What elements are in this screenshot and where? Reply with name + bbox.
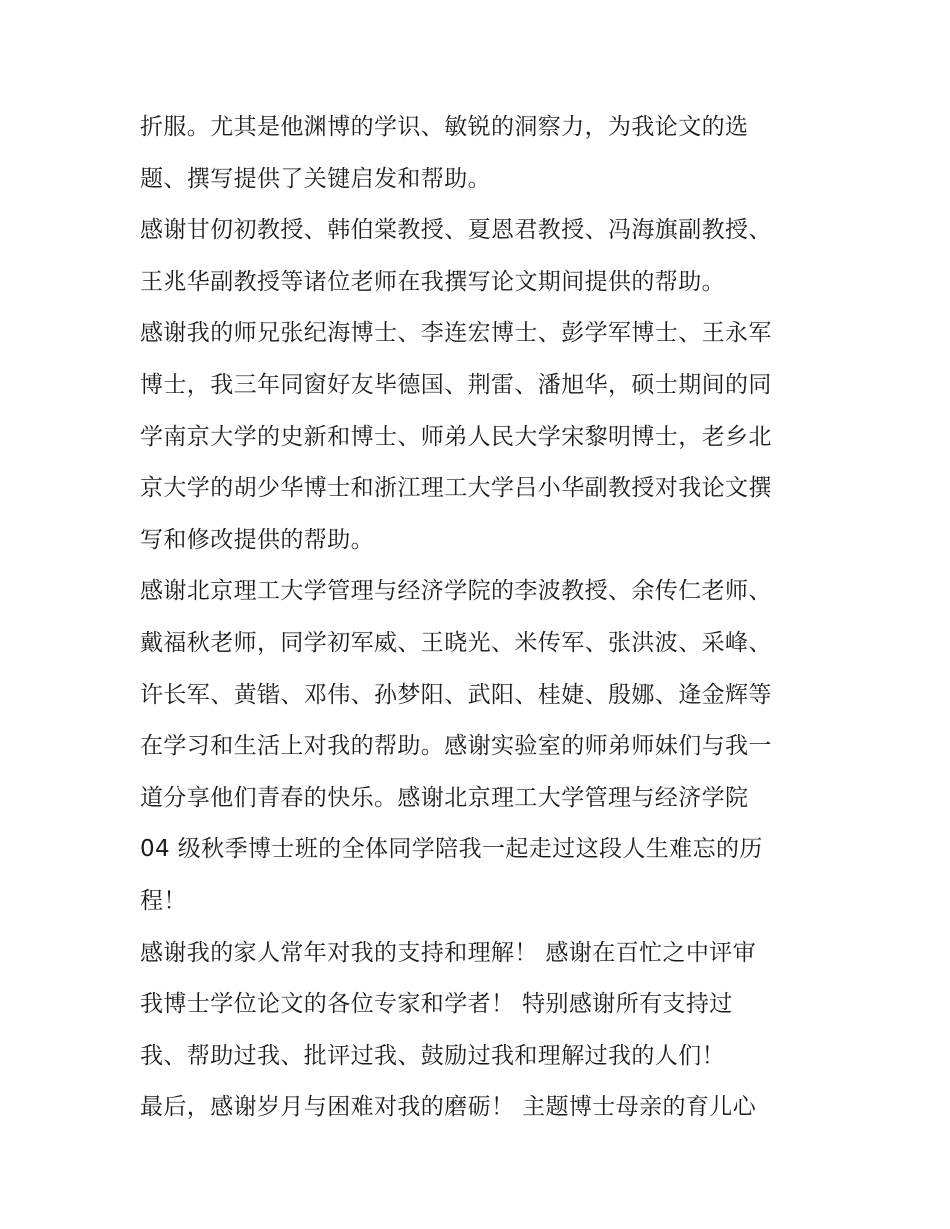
text-line: 许长军、黄锴、邓伟、孙梦阳、武阳、桂婕、殷娜、逄金辉等 — [140, 681, 772, 708]
text-line: 感谢北京理工大学管理与经济学院的李波教授、余传仁老师、 — [140, 578, 772, 605]
text-line: 博士，我三年同窗好友毕德国、荆雷、潘旭华，硕士期间的同 — [140, 371, 772, 398]
text-line: 题、撰写提供了关键启发和帮助。 — [140, 165, 491, 192]
text-line: 戴福秋老师，同学初军威、王晓光、米传军、张洪波、采峰、 — [140, 629, 772, 656]
text-line: 王兆华副教授等诸位老师在我撰写论文期间提供的帮助。 — [140, 268, 725, 295]
text-line: 感谢我的家人常年对我的支持和理解！ 感谢在百忙之中评审 — [140, 939, 757, 966]
acknowledgement-text — [140, 102, 840, 1134]
text-line: 感谢甘仞初教授、韩伯棠教授、夏恩君教授、冯海旗副教授、 — [140, 217, 772, 244]
text-line: 04 级秋季博士班的全体同学陪我一起走过这段人生难忘的历 — [140, 836, 763, 863]
text-line: 我、帮助过我、批评过我、鼓励过我和理解过我的人们！ — [140, 1042, 725, 1069]
text-line: 道分享他们青春的快乐。感谢北京理工大学管理与经济学院 — [140, 784, 749, 811]
text-line: 学南京大学的史新和博士、师弟人民大学宋黎明博士，老乡北 — [140, 423, 772, 450]
text-line: 感谢我的师兄张纪海博士、李连宏博士、彭学军博士、王永军 — [140, 320, 772, 347]
text-line: 程！ — [140, 887, 187, 914]
text-line: 写和修改提供的帮助。 — [140, 526, 374, 553]
text-line: 最后，感谢岁月与困难对我的磨砺！ 主题博士母亲的育儿心 — [140, 1094, 757, 1121]
text-line: 我博士学位论文的各位专家和学者！ 特别感谢所有支持过 — [140, 991, 733, 1018]
text-line: 京大学的胡少华博士和浙江理工大学吕小华副教授对我论文撰 — [140, 475, 772, 502]
text-line: 折服。尤其是他渊博的学识、敏锐的洞察力，为我论文的选 — [140, 114, 749, 140]
text-line: 在学习和生活上对我的帮助。感谢实验室的师弟师妹们与我一 — [140, 733, 772, 760]
